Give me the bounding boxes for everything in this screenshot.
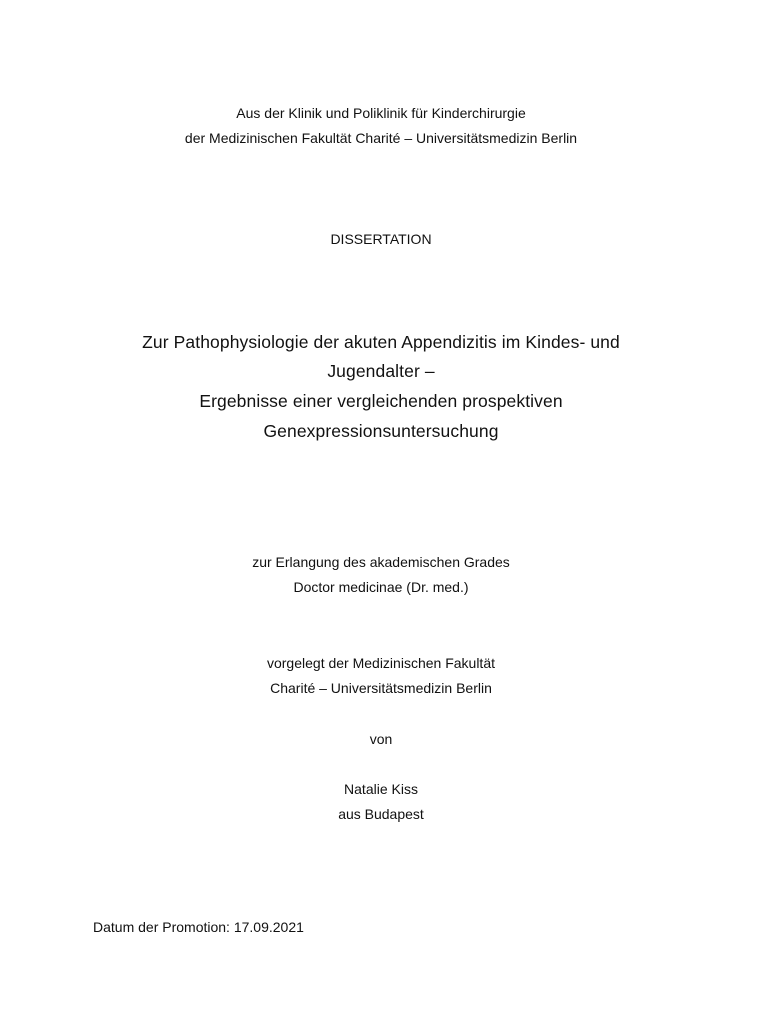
author-name: Natalie Kiss	[344, 781, 418, 797]
title-line-3: Ergebnisse einer vergleichenden prospektiven	[199, 391, 563, 411]
institution-line-2: der Medizinischen Fakultät Charité – Universitätsmedizin Berlin	[184, 130, 578, 146]
submitted-line-2: Charité – Universitätsmedizin Berlin	[270, 680, 492, 696]
title-line-1: Zur Pathophysiologie der akuten Appendizitis im Kindes- und	[142, 332, 620, 352]
author-origin: aus Budapest	[338, 806, 424, 822]
title-line-4: Genexpressionsuntersuchung	[263, 421, 499, 441]
institution-line-1: Aus der Klinik und Poliklinik für Kinderchirurgie	[236, 105, 526, 121]
promotion-date: Datum der Promotion: 17.09.2021	[93, 919, 304, 935]
degree-line-2: Doctor medicinae (Dr. med.)	[293, 579, 469, 595]
title-line-2: Jugendalter –	[327, 361, 435, 381]
by-label: von	[369, 731, 393, 747]
degree-line-1: zur Erlangung des akademischen Grades	[252, 554, 510, 570]
document-type: DISSERTATION	[330, 231, 432, 247]
submitted-line-1: vorgelegt der Medizinischen Fakultät	[266, 655, 495, 671]
